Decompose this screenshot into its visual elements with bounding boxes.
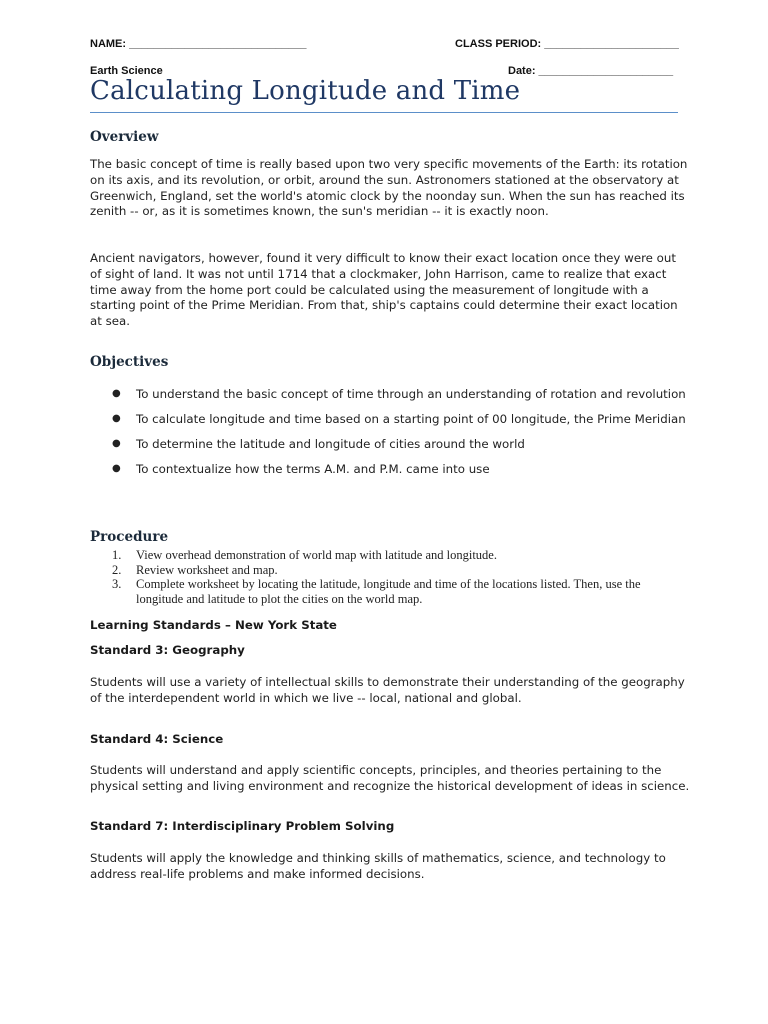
overview-heading: Overview — [90, 129, 159, 145]
title-divider — [90, 112, 678, 113]
overview-paragraph-1: The basic concept of time is really based upon two very specific movements of the Earth: its rotation on its axis, and its revolution, or orbit, around the sun. Astronomers stationed at the observatory at Greenwich, England, set the world's atomic clock by the noonday sun. When the sun has reached its zenith -- or, as it is sometimes known, the sun's meridian -- it is exactly noon. — [90, 157, 688, 219]
list-item: ● To determine the latitude and longitude of cities around the world — [112, 437, 525, 451]
procedure-heading: Procedure — [90, 529, 169, 545]
list-item: ● To contextualize how the terms A.M. and P.M. came into use — [112, 462, 490, 476]
standard-7-title: Standard 7: Interdisciplinary Problem Solving — [90, 819, 395, 833]
standard-3-text: Students will use a variety of intellectual skills to demonstrate their understanding of the geography of the interdependent world in which we live -- local, national and global. — [90, 675, 685, 705]
list-item: ● To understand the basic concept of time through an understanding of rotation and revolution — [112, 387, 686, 401]
standard-3-title: Standard 3: Geography — [90, 643, 245, 657]
list-item: 1. View overhead demonstration of world map with latitude and longitude. — [112, 548, 497, 562]
objectives-list — [90, 387, 690, 487]
class-period-field-label: CLASS PERIOD: ______________________ — [455, 38, 679, 50]
objectives-heading: Objectives — [90, 354, 169, 370]
page-title: Calculating Longitude and Time — [90, 76, 521, 106]
list-item: 3. Complete worksheet by locating the latitude, longitude and time of the locations listed. Then, use the longitude and latitude to plot the cities on the world map. — [112, 577, 641, 606]
list-item: 2. Review worksheet and map. — [112, 562, 278, 577]
name-field-label: NAME: _____________________________ — [90, 38, 307, 50]
bullet-icon: ● — [112, 413, 121, 424]
standard-4-text: Students will understand and apply scientific concepts, principles, and theories pertaining to the physical setting and living environment and recognize the historical development of ideas in science. — [90, 763, 690, 793]
procedure-steps — [90, 548, 690, 606]
bullet-icon: ● — [112, 388, 121, 399]
learning-standards-heading: Learning Standards – New York State — [90, 618, 337, 632]
standard-7-text: Students will apply the knowledge and thinking skills of mathematics, science, and technology to address real-life problems and make informed decisions. — [90, 851, 666, 881]
overview-paragraph-2: Ancient navigators, however, found it very difficult to know their exact location once they were out of sight of land. It was not until 1714 that a clockmaker, John Harrison, came to realize that exact time away from the home port could be calculated using the measurement of longitude with a starting point of the Prime Meridian. From that, ship's captains could determine their exact location at sea. — [90, 251, 678, 329]
bullet-icon: ● — [112, 463, 121, 474]
subject-label: Earth Science — [90, 65, 163, 77]
list-item: ● To calculate longitude and time based on a starting point of 00 longitude, the Prime Meridian — [112, 412, 686, 426]
standard-4-title: Standard 4: Science — [90, 732, 224, 746]
bullet-icon: ● — [112, 438, 121, 449]
date-field-label: Date: ______________________ — [508, 65, 674, 77]
